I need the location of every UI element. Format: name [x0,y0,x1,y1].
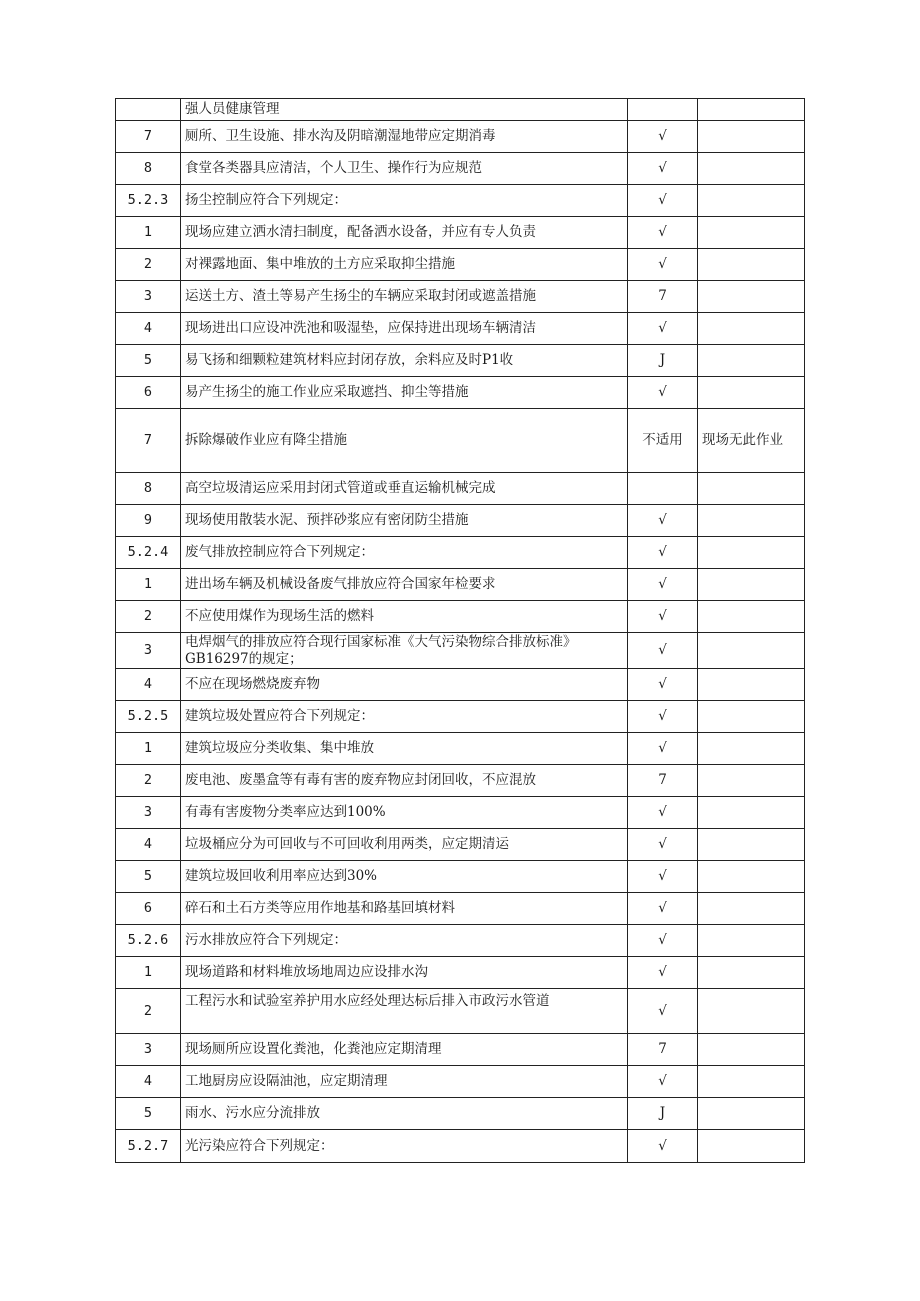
row-result: √ [628,153,698,185]
row-note [698,99,805,121]
row-result: √ [628,601,698,633]
table-row [116,1098,805,1130]
row-number: 4 [116,1066,181,1098]
row-result: √ [628,1130,698,1163]
row-number: 5.2.7 [116,1130,181,1163]
table-row [116,185,805,217]
row-number: 5.2.4 [116,537,181,569]
table-row [116,1066,805,1098]
row-result: J [628,345,698,377]
table-row [116,121,805,153]
table-row [116,377,805,409]
row-result: √ [628,733,698,765]
row-number: 4 [116,313,181,345]
table-row [116,505,805,537]
row-number: 7 [116,121,181,153]
row-result: 7 [628,765,698,797]
table-row [116,473,805,505]
row-number: 5 [116,1098,181,1130]
row-item: 建筑垃圾回收利用率应达到30% [181,861,628,893]
row-number: 1 [116,957,181,989]
table-row [116,797,805,829]
row-item: 建筑垃圾处置应符合下列规定： [181,701,628,733]
row-number [116,99,181,121]
row-item: 工地厨房应设隔油池，应定期清理 [181,1066,628,1098]
row-result: √ [628,569,698,601]
table-row [116,829,805,861]
row-result: J [628,1098,698,1130]
row-number: 6 [116,377,181,409]
row-item: 碎石和土石方类等应用作地基和路基回填材料 [181,893,628,925]
row-result: √ [628,669,698,701]
row-note [698,185,805,217]
table-row [116,669,805,701]
row-result: √ [628,185,698,217]
row-item: 对裸露地面、集中堆放的土方应采取抑尘措施 [181,249,628,281]
row-note [698,505,805,537]
row-result [628,99,698,121]
row-number: 5 [116,345,181,377]
row-number: 1 [116,217,181,249]
row-note [698,153,805,185]
row-note [698,601,805,633]
row-number: 3 [116,797,181,829]
row-item: 电焊烟气的排放应符合现行国家标准《大气污染物综合排放标准》GB16297的规定； [181,633,628,669]
row-note [698,893,805,925]
row-note [698,313,805,345]
checklist-table [115,98,805,1163]
row-result: √ [628,1066,698,1098]
row-result: √ [628,633,698,669]
row-result: 7 [628,1034,698,1066]
row-number: 2 [116,765,181,797]
row-result: √ [628,377,698,409]
table-row [116,249,805,281]
row-number: 1 [116,733,181,765]
row-note [698,925,805,957]
row-result: √ [628,861,698,893]
table-row [116,989,805,1034]
row-note [698,121,805,153]
row-item: 扬尘控制应符合下列规定： [181,185,628,217]
checklist-body [116,99,805,1163]
row-number: 9 [116,505,181,537]
row-result: √ [628,313,698,345]
row-note [698,345,805,377]
row-number: 6 [116,893,181,925]
row-item: 运送土方、渣土等易产生扬尘的车辆应采取封闭或遮盖措施 [181,281,628,313]
row-item: 易产生扬尘的施工作业应采取遮挡、抑尘等措施 [181,377,628,409]
row-note [698,797,805,829]
row-result: √ [628,829,698,861]
row-number: 2 [116,601,181,633]
row-number: 4 [116,669,181,701]
row-note [698,829,805,861]
row-note [698,861,805,893]
row-number: 2 [116,989,181,1034]
row-number: 7 [116,409,181,473]
table-row [116,925,805,957]
row-note [698,669,805,701]
row-number: 3 [116,1034,181,1066]
table-row [116,153,805,185]
row-note [698,989,805,1034]
row-note [698,249,805,281]
row-result: √ [628,537,698,569]
row-item: 易飞扬和细颗粒建筑材料应封闭存放，余料应及时P1收 [181,345,628,377]
row-number: 1 [116,569,181,601]
table-row [116,1130,805,1163]
inspection-sheet [115,98,805,1163]
row-note [698,765,805,797]
table-row [116,281,805,313]
row-result: √ [628,925,698,957]
table-row [116,569,805,601]
table-row [116,601,805,633]
row-note [698,377,805,409]
row-number: 8 [116,153,181,185]
row-note [698,281,805,313]
table-row [116,957,805,989]
table-row [116,733,805,765]
row-result: √ [628,121,698,153]
row-item: 食堂各类器具应清洁，个人卫生、操作行为应规范 [181,153,628,185]
row-note [698,633,805,669]
row-item: 废电池、废墨盒等有毒有害的废弃物应封闭回收，不应混放 [181,765,628,797]
table-row [116,701,805,733]
row-result: √ [628,797,698,829]
row-result: √ [628,701,698,733]
table-row [116,313,805,345]
row-note [698,537,805,569]
table-row [116,217,805,249]
row-number: 4 [116,829,181,861]
row-note [698,473,805,505]
row-note [698,217,805,249]
row-item: 进出场车辆及机械设备废气排放应符合国家年检要求 [181,569,628,601]
row-item: 雨水、污水应分流排放 [181,1098,628,1130]
row-item: 强人员健康管理 [181,99,628,121]
row-note [698,1034,805,1066]
table-row [116,1034,805,1066]
row-note [698,733,805,765]
row-item: 现场进出口应设冲洗池和吸湿垫，应保持进出现场车辆清洁 [181,313,628,345]
row-item: 光污染应符合下列规定： [181,1130,628,1163]
row-note [698,569,805,601]
row-item: 垃圾桶应分为可回收与不可回收利用两类，应定期清运 [181,829,628,861]
row-item: 建筑垃圾应分类收集、集中堆放 [181,733,628,765]
row-item: 拆除爆破作业应有降尘措施 [181,409,628,473]
row-item: 有毒有害废物分类率应达到100% [181,797,628,829]
row-result [628,473,698,505]
row-item: 不应使用煤作为现场生活的燃料 [181,601,628,633]
row-number: 5.2.6 [116,925,181,957]
row-result: 不适用 [628,409,698,473]
row-result: √ [628,505,698,537]
row-note: 现场无此作业 [698,409,805,473]
row-note [698,1098,805,1130]
row-number: 8 [116,473,181,505]
row-result: √ [628,217,698,249]
row-item: 不应在现场燃烧废弃物 [181,669,628,701]
row-result: √ [628,989,698,1034]
row-number: 5.2.3 [116,185,181,217]
row-item: 现场道路和材料堆放场地周边应设排水沟 [181,957,628,989]
row-result: √ [628,893,698,925]
row-number: 5.2.5 [116,701,181,733]
row-item: 厕所、卫生设施、排水沟及阴暗潮湿地带应定期消毒 [181,121,628,153]
table-row [116,633,805,669]
row-item: 废气排放控制应符合下列规定： [181,537,628,569]
row-item: 污水排放应符合下列规定： [181,925,628,957]
row-item: 现场使用散装水泥、预拌砂浆应有密闭防尘措施 [181,505,628,537]
row-number: 3 [116,633,181,669]
row-note [698,1130,805,1163]
table-row [116,537,805,569]
row-note [698,701,805,733]
row-number: 2 [116,249,181,281]
table-row [116,893,805,925]
row-note [698,1066,805,1098]
row-result: 7 [628,281,698,313]
row-item: 现场厕所应设置化粪池，化粪池应定期清理 [181,1034,628,1066]
row-number: 3 [116,281,181,313]
table-row [116,409,805,473]
row-item: 工程污水和试验室养护用水应经处理达标后排入市政污水管道 [181,989,628,1034]
table-row [116,861,805,893]
row-item: 高空垃圾清运应采用封闭式管道或垂直运输机械完成 [181,473,628,505]
table-row [116,99,805,121]
row-number: 5 [116,861,181,893]
table-row [116,765,805,797]
row-result: √ [628,249,698,281]
table-row [116,345,805,377]
row-item: 现场应建立洒水清扫制度，配备洒水设备，并应有专人负责 [181,217,628,249]
row-note [698,957,805,989]
row-result: √ [628,957,698,989]
